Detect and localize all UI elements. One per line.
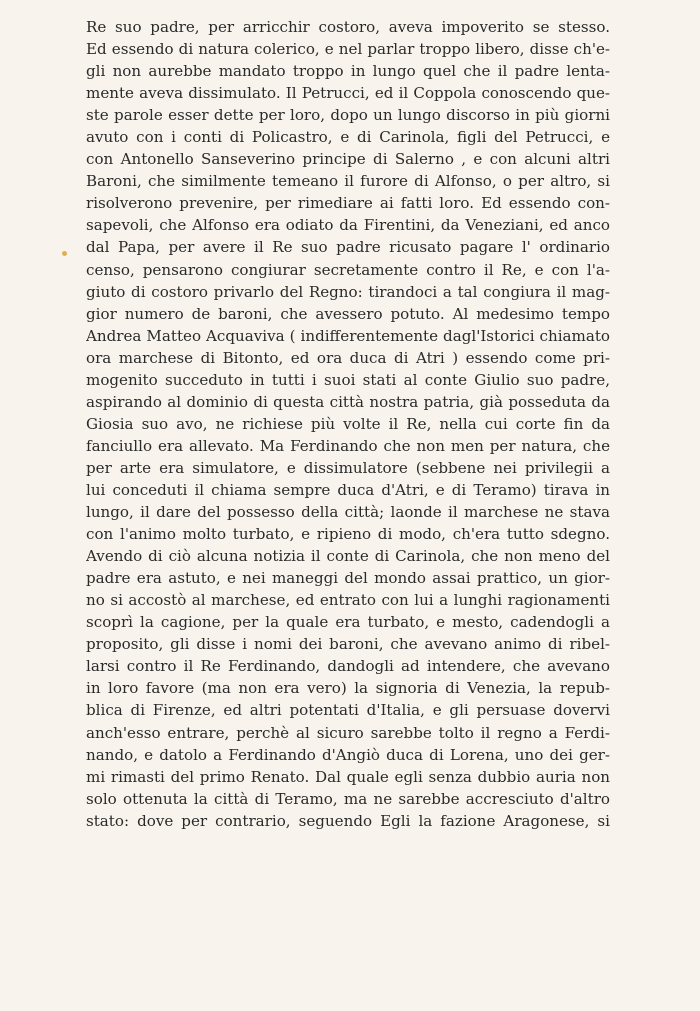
text-line: sapevoli, che Alfonso era odiato da Firentini, da Veneziani, ed anco: [86, 216, 610, 235]
text-line: avuto con i conti di Policastro, e di Carinola, figli del Petrucci, e: [86, 128, 610, 147]
body-text: [86, 16, 610, 832]
text-line: no si accostò al marchese, ed entrato con lui a lunghi ragionamenti: [86, 591, 610, 610]
text-line: in loro favore (ma non era vero) la signoria di Venezia, la repub-: [86, 679, 610, 698]
text-line: risolverono prevenire, per rimediare ai fatti loro. Ed essendo con-: [86, 194, 610, 213]
text-line: scoprì la cagione, per la quale era turbato, e mesto, cadendogli a: [86, 613, 610, 632]
text-line: Giosia suo avo, ne richiese più volte il Re, nella cui corte fin da: [86, 414, 610, 433]
text-line: larsi contro il Re Ferdinando, dandogli ad intendere, che avevano: [86, 657, 610, 676]
text-line: fanciullo era allevato. Ma Ferdinando che non men per natura, che: [86, 436, 610, 455]
text-line: mi rimasti del primo Renato. Dal quale egli senza dubbio auria non: [86, 767, 610, 786]
text-line: solo ottenuta la città di Teramo, ma ne sarebbe accresciuto d'altro: [86, 789, 610, 808]
text-line: Andrea Matteo Acquaviva ( indifferentemente dagl'Istorici chiamato: [86, 326, 610, 345]
text-line: con l'animo molto turbato, e ripieno di modo, ch'era tutto sdegno.: [86, 525, 610, 544]
text-line: Re suo padre, per arricchir costoro, aveva impoverito se stesso.: [86, 18, 610, 36]
text-line: proposito, gli disse i nomi dei baroni, che avevano animo di ribel-: [86, 635, 610, 654]
text-line: Baroni, che similmente temeano il furore di Alfonso, o per altro, si: [86, 172, 610, 191]
text-line: gli non aurebbe mandato troppo in lungo quel che il padre lenta-: [86, 62, 610, 81]
text-line: ste parole esser dette per loro, dopo un lungo discorso in più giorni: [86, 106, 610, 125]
text-line: giuto di costoro privarlo del Regno: tirandoci a tal congiura il mag-: [86, 282, 610, 301]
text-line: mente aveva dissimulato. Il Petrucci, ed il Coppola conoscendo que-: [86, 84, 610, 103]
text-line: gior numero de baroni, che avessero potuto. Al medesimo tempo: [86, 304, 610, 323]
text-line: con Antonello Sanseverino principe di Salerno , e con alcuni altri: [86, 150, 610, 169]
text-line: blica di Firenze, ed altri potentati d'Italia, e gli persuase dovervi: [86, 701, 610, 720]
text-line: mogenito succeduto in tutti i suoi stati al conte Giulio suo padre,: [86, 370, 610, 389]
ink-spot: [62, 251, 67, 256]
text-line: nando, e datolo a Ferdinando d'Angiò duca di Lorena, uno dei ger-: [86, 745, 610, 764]
text-line: censo, pensarono congiurar secretamente contro il Re, e con l'a-: [86, 260, 610, 279]
text-line: ora marchese di Bitonto, ed ora duca di Atri ) essendo come pri-: [86, 348, 610, 367]
text-line: anch'esso entrare, perchè al sicuro sarebbe tolto il regno a Ferdi-: [86, 723, 610, 742]
text-line: Avendo di ciò alcuna notizia il conte di Carinola, che non meno del: [86, 547, 610, 566]
text-line: aspirando al dominio di questa città nostra patria, già posseduta da: [86, 392, 610, 411]
text-line: padre era astuto, e nei maneggi del mondo assai prattico, un gior-: [86, 569, 610, 588]
text-line: lungo, il dare del possesso della città; laonde il marchese ne stava: [86, 503, 610, 522]
text-line: stato: dove per contrario, seguendo Egli la fazione Aragonese, si: [86, 811, 610, 830]
text-line: dal Papa, per avere il Re suo padre ricusato pagare l' ordinario: [86, 238, 610, 257]
text-line: Ed essendo di natura colerico, e nel parlar troppo libero, disse ch'e-: [86, 40, 610, 59]
text-line: per arte era simulatore, e dissimulatore (sebbene nei privilegii a: [86, 458, 610, 477]
text-line: lui conceduti il chiama sempre duca d'Atri, e di Teramo) tirava in: [86, 480, 610, 499]
